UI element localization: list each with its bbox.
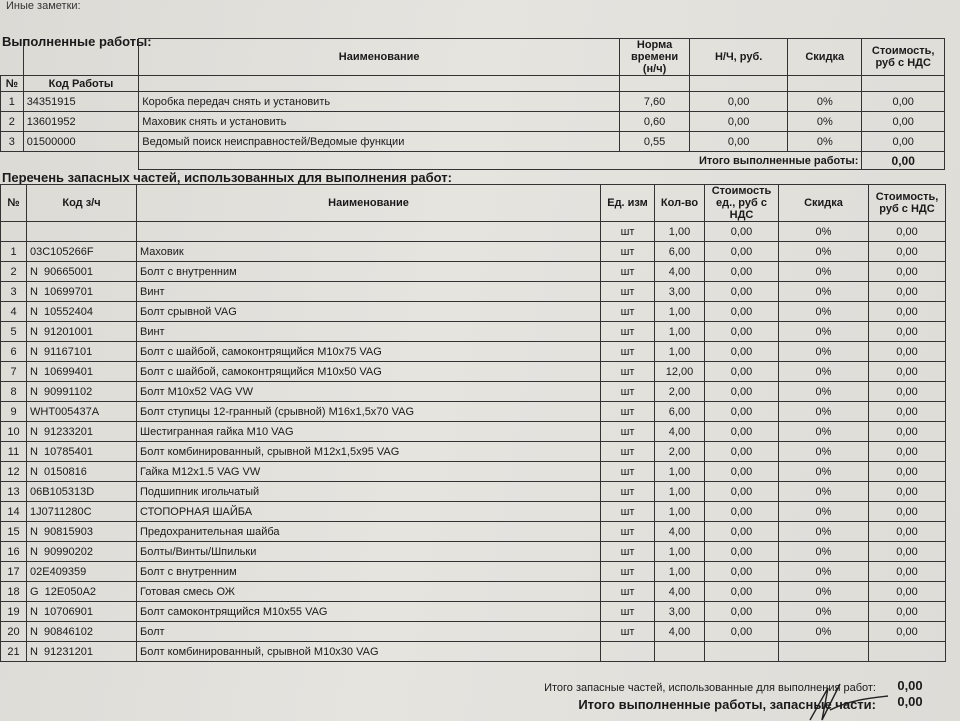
works-row-code: 34351915: [23, 92, 139, 112]
parts-row: [1, 422, 946, 442]
works-row: [1, 132, 945, 152]
parts-row-cost: 0,00: [869, 422, 946, 442]
parts-row-num: 18: [1, 582, 27, 602]
parts-row-discount: 0%: [779, 382, 869, 402]
parts-row-unit-cost: 0,00: [705, 562, 779, 582]
parts-row-qty: 2,00: [655, 442, 705, 462]
works-row-num: 2: [1, 112, 24, 132]
parts-row-unit-cost: 0,00: [705, 382, 779, 402]
works-row-rate: 0,00: [690, 112, 788, 132]
works-total-spacer: [23, 152, 139, 170]
works-header-filler: [862, 76, 945, 92]
parts-row-discount: 0%: [779, 222, 869, 242]
parts-row: [1, 622, 946, 642]
works-row-norm: 0,60: [620, 112, 690, 132]
parts-row-name: Болты/Винты/Шпильки: [137, 542, 601, 562]
parts-row: [1, 262, 946, 282]
parts-row-num: 6: [1, 342, 27, 362]
parts-row-unit-cost: 0,00: [705, 402, 779, 422]
parts-row-name: Болт с внутренним: [137, 262, 601, 282]
parts-row-code: 06B105313D: [27, 482, 137, 502]
parts-row-name: [137, 222, 601, 242]
parts-row-name: Подшипник игольчатый: [137, 482, 601, 502]
parts-row-qty: 12,00: [655, 362, 705, 382]
parts-row-unit-cost: 0,00: [705, 302, 779, 322]
works-row-code: 01500000: [23, 132, 139, 152]
parts-row-name: Винт: [137, 282, 601, 302]
parts-row-num: 16: [1, 542, 27, 562]
parts-row-cost: 0,00: [869, 602, 946, 622]
parts-row-cost: 0,00: [869, 502, 946, 522]
parts-row-qty: 4,00: [655, 422, 705, 442]
parts-row-num: 20: [1, 622, 27, 642]
parts-title: Перечень запасных частей, использованных для выполнения работ:: [2, 170, 452, 185]
parts-row-num: 5: [1, 322, 27, 342]
parts-row-qty: [655, 642, 705, 662]
parts-row-unit-cost: 0,00: [705, 462, 779, 482]
parts-row-unit-cost: 0,00: [705, 362, 779, 382]
parts-row-num: 17: [1, 562, 27, 582]
parts-row-unit: шт: [601, 322, 655, 342]
works-total-spacer: [1, 152, 24, 170]
parts-row-cost: 0,00: [869, 242, 946, 262]
parts-row-discount: 0%: [779, 522, 869, 542]
parts-row-unit: шт: [601, 382, 655, 402]
works-row-code: 13601952: [23, 112, 139, 132]
parts-row-name: Шестигранная гайка M10 VAG: [137, 422, 601, 442]
parts-row-name: Гайка M12x1.5 VAG VW: [137, 462, 601, 482]
grand-total-label: Итого выполненные работы, запасные части:: [578, 697, 876, 712]
parts-row-code: 02E409359: [27, 562, 137, 582]
parts-row-discount: 0%: [779, 462, 869, 482]
parts-row-unit: шт: [601, 482, 655, 502]
parts-row-code: 1J0711280C: [27, 502, 137, 522]
parts-row-discount: 0%: [779, 242, 869, 262]
parts-row-cost: 0,00: [869, 622, 946, 642]
works-header-norm: Норма времени (н/ч): [620, 39, 690, 76]
parts-row-num: 2: [1, 262, 27, 282]
parts-row-num: 21: [1, 642, 27, 662]
notes-label: Иные заметки:: [6, 0, 81, 12]
parts-header-code: Код з/ч: [27, 185, 137, 222]
parts-row-unit: шт: [601, 402, 655, 422]
parts-row: [1, 302, 946, 322]
parts-row-code: N 90815903: [27, 522, 137, 542]
parts-row-qty: 2,00: [655, 382, 705, 402]
parts-row: [1, 342, 946, 362]
parts-row-qty: 6,00: [655, 242, 705, 262]
parts-row-unit-cost: 0,00: [705, 502, 779, 522]
parts-row-cost: 0,00: [869, 282, 946, 302]
parts-row-name: Болт срывной VAG: [137, 302, 601, 322]
parts-row-num: 10: [1, 422, 27, 442]
works-header-filler: [690, 76, 788, 92]
parts-row-name: Болт: [137, 622, 601, 642]
parts-row-discount: 0%: [779, 582, 869, 602]
parts-row: [1, 482, 946, 502]
parts-row-code: N 10785401: [27, 442, 137, 462]
parts-row-name: Болт самоконтрящийся M10x55 VAG: [137, 602, 601, 622]
parts-row-discount: 0%: [779, 362, 869, 382]
parts-row: [1, 362, 946, 382]
parts-row-qty: 4,00: [655, 622, 705, 642]
parts-row-code: N 90846102: [27, 622, 137, 642]
parts-row-code: N 10699401: [27, 362, 137, 382]
parts-header-name: Наименование: [137, 185, 601, 222]
parts-row-code: [27, 222, 137, 242]
parts-row-code: N 91233201: [27, 422, 137, 442]
parts-row-discount: 0%: [779, 442, 869, 462]
parts-row-qty: 4,00: [655, 262, 705, 282]
parts-row-cost: 0,00: [869, 342, 946, 362]
parts-row-qty: 3,00: [655, 602, 705, 622]
parts-row-unit: шт: [601, 602, 655, 622]
parts-row-unit-cost: 0,00: [705, 582, 779, 602]
parts-row-num: 15: [1, 522, 27, 542]
parts-row-qty: 1,00: [655, 342, 705, 362]
works-header-filler: [620, 76, 690, 92]
parts-row-discount: 0%: [779, 542, 869, 562]
works-row: [1, 112, 945, 132]
works-title: Выполненные работы:: [2, 34, 152, 49]
parts-row-unit: шт: [601, 522, 655, 542]
parts-row-qty: 6,00: [655, 402, 705, 422]
parts-row-unit: шт: [601, 542, 655, 562]
parts-row-code: N 90665001: [27, 262, 137, 282]
parts-row-unit: шт: [601, 242, 655, 262]
parts-row-num: 3: [1, 282, 27, 302]
parts-header-cost: Стоимость, руб с НДС: [869, 185, 946, 222]
parts-row-cost: [869, 642, 946, 662]
parts-row-discount: 0%: [779, 502, 869, 522]
parts-row-cost: 0,00: [869, 222, 946, 242]
parts-row-code: N 91167101: [27, 342, 137, 362]
parts-row-name: Болт M10x52 VAG VW: [137, 382, 601, 402]
parts-row-code: N 90991102: [27, 382, 137, 402]
works-header-code: Код Работы: [23, 76, 139, 92]
works-total-label: Итого выполненные работы:: [139, 152, 862, 170]
works-header-rate: Н/Ч, руб.: [690, 39, 788, 76]
parts-row-unit-cost: 0,00: [705, 222, 779, 242]
parts-row-code: N 0150816: [27, 462, 137, 482]
works-total-value: 0,00: [862, 152, 945, 170]
parts-row: [1, 462, 946, 482]
parts-header-unit-cost: Стоимость ед., руб с НДС: [705, 185, 779, 222]
parts-row-unit-cost: 0,00: [705, 342, 779, 362]
parts-row-num: 11: [1, 442, 27, 462]
works-row: [1, 92, 945, 112]
parts-row-unit: шт: [601, 502, 655, 522]
parts-row-discount: 0%: [779, 562, 869, 582]
parts-row-cost: 0,00: [869, 482, 946, 502]
parts-row-qty: 1,00: [655, 302, 705, 322]
parts-row-discount: 0%: [779, 622, 869, 642]
parts-row-qty: 1,00: [655, 542, 705, 562]
parts-row-unit-cost: 0,00: [705, 262, 779, 282]
parts-row-unit: шт: [601, 422, 655, 442]
works-row-discount: 0%: [788, 92, 862, 112]
parts-row-num: 1: [1, 242, 27, 262]
parts-row: [1, 242, 946, 262]
parts-row-code: N 91201001: [27, 322, 137, 342]
parts-row-discount: 0%: [779, 302, 869, 322]
parts-row-code: N 91231201: [27, 642, 137, 662]
parts-row-unit-cost: 0,00: [705, 442, 779, 462]
parts-row: [1, 542, 946, 562]
parts-row-unit: [601, 642, 655, 662]
parts-row: [1, 322, 946, 342]
parts-row-code: WHT005437A: [27, 402, 137, 422]
parts-row-name: Болт с шайбой, самоконтрящийся M10x75 VAG: [137, 342, 601, 362]
parts-row-discount: 0%: [779, 422, 869, 442]
parts-row-code: N 10552404: [27, 302, 137, 322]
parts-row-discount: 0%: [779, 322, 869, 342]
parts-row: [1, 502, 946, 522]
parts-row-unit-cost: 0,00: [705, 242, 779, 262]
works-row-norm: 0,55: [620, 132, 690, 152]
works-row-rate: 0,00: [690, 132, 788, 152]
parts-row-name: Болт ступицы 12-гранный (срывной) M16x1,5x70 VAG: [137, 402, 601, 422]
parts-row-name: Маховик: [137, 242, 601, 262]
parts-row: [1, 282, 946, 302]
parts-row-name: Готовая смесь ОЖ: [137, 582, 601, 602]
parts-row-unit: шт: [601, 362, 655, 382]
parts-row-unit-cost: 0,00: [705, 282, 779, 302]
parts-row-unit: шт: [601, 342, 655, 362]
parts-row-cost: 0,00: [869, 302, 946, 322]
works-header-filler: [139, 76, 620, 92]
parts-row-discount: 0%: [779, 602, 869, 622]
parts-row: [1, 642, 946, 662]
parts-row-cost: 0,00: [869, 262, 946, 282]
parts-row-name: Болт с шайбой, самоконтрящийся M10x50 VAG: [137, 362, 601, 382]
works-row-cost: 0,00: [862, 132, 945, 152]
parts-row-discount: [779, 642, 869, 662]
parts-row-cost: 0,00: [869, 582, 946, 602]
works-row-discount: 0%: [788, 112, 862, 132]
parts-row-unit: шт: [601, 622, 655, 642]
parts-row: [1, 402, 946, 422]
parts-row-name: Болт комбинированный, срывной M12x1,5x95 VAG: [137, 442, 601, 462]
parts-row-qty: 1,00: [655, 482, 705, 502]
parts-header-discount: Скидка: [779, 185, 869, 222]
parts-row-qty: 1,00: [655, 322, 705, 342]
parts-row: [1, 222, 946, 242]
parts-row-cost: 0,00: [869, 382, 946, 402]
parts-row: [1, 522, 946, 542]
parts-row-code: N 10706901: [27, 602, 137, 622]
parts-row-code: N 10699701: [27, 282, 137, 302]
works-header-filler: [788, 76, 862, 92]
works-header-name: Наименование: [139, 39, 620, 76]
parts-row-qty: 1,00: [655, 222, 705, 242]
parts-row-unit-cost: 0,00: [705, 482, 779, 502]
parts-table: [0, 184, 946, 662]
works-row-num: 3: [1, 132, 24, 152]
parts-row-code: N 90990202: [27, 542, 137, 562]
parts-row-num: 19: [1, 602, 27, 622]
parts-row-unit: шт: [601, 462, 655, 482]
parts-row-name: СТОПОРНАЯ ШАЙБА: [137, 502, 601, 522]
parts-row-num: 8: [1, 382, 27, 402]
parts-row-qty: 1,00: [655, 562, 705, 582]
parts-row-cost: 0,00: [869, 402, 946, 422]
parts-row-unit-cost: 0,00: [705, 602, 779, 622]
parts-row-qty: 1,00: [655, 462, 705, 482]
works-row-name: Маховик снять и установить: [139, 112, 620, 132]
parts-row-unit: шт: [601, 442, 655, 462]
parts-row-name: Болт с внутренним: [137, 562, 601, 582]
parts-row-unit: шт: [601, 282, 655, 302]
parts-row-qty: 1,00: [655, 502, 705, 522]
parts-row-discount: 0%: [779, 262, 869, 282]
parts-header-qty: Кол-во: [655, 185, 705, 222]
works-row-name: Ведомый поиск неисправностей/Ведомые функции: [139, 132, 620, 152]
parts-row-name: Винт: [137, 322, 601, 342]
parts-row-name: Предохранительная шайба: [137, 522, 601, 542]
parts-row-unit-cost: [705, 642, 779, 662]
parts-row: [1, 382, 946, 402]
parts-total-label: Итого запасные частей, использованные для выполнения работ:: [544, 682, 876, 694]
parts-row-discount: 0%: [779, 342, 869, 362]
parts-row-unit-cost: 0,00: [705, 542, 779, 562]
works-row-num: 1: [1, 92, 24, 112]
parts-row-unit-cost: 0,00: [705, 422, 779, 442]
parts-row-cost: 0,00: [869, 522, 946, 542]
parts-row-discount: 0%: [779, 402, 869, 422]
parts-row-cost: 0,00: [869, 562, 946, 582]
parts-row-unit: шт: [601, 582, 655, 602]
parts-row: [1, 442, 946, 462]
works-header-num: №: [1, 76, 24, 92]
parts-total-value: 0,00: [897, 678, 923, 693]
parts-row-num: 4: [1, 302, 27, 322]
parts-row-num: 13: [1, 482, 27, 502]
parts-header-num: №: [1, 185, 27, 222]
works-row-cost: 0,00: [862, 92, 945, 112]
parts-row-unit-cost: 0,00: [705, 522, 779, 542]
works-row-discount: 0%: [788, 132, 862, 152]
parts-row-unit: шт: [601, 222, 655, 242]
parts-row-num: [1, 222, 27, 242]
parts-row-unit-cost: 0,00: [705, 622, 779, 642]
parts-row-discount: 0%: [779, 482, 869, 502]
parts-row-unit: шт: [601, 562, 655, 582]
parts-row-code: G 12E050A2: [27, 582, 137, 602]
works-row-rate: 0,00: [690, 92, 788, 112]
parts-row-unit: шт: [601, 302, 655, 322]
parts-row: [1, 602, 946, 622]
parts-row-num: 14: [1, 502, 27, 522]
parts-row-discount: 0%: [779, 282, 869, 302]
parts-row-cost: 0,00: [869, 442, 946, 462]
parts-row-qty: 4,00: [655, 582, 705, 602]
parts-row-num: 7: [1, 362, 27, 382]
parts-header-unit: Ед. изм: [601, 185, 655, 222]
parts-row: [1, 562, 946, 582]
parts-row-code: 03C105266F: [27, 242, 137, 262]
works-header-cost: Стоимость, руб с НДС: [862, 39, 945, 76]
parts-row: [1, 582, 946, 602]
grand-total-value: 0,00: [897, 694, 923, 709]
parts-row-unit: шт: [601, 262, 655, 282]
parts-row-cost: 0,00: [869, 362, 946, 382]
parts-row-qty: 4,00: [655, 522, 705, 542]
parts-row-num: 9: [1, 402, 27, 422]
works-row-name: Коробка передач снять и установить: [139, 92, 620, 112]
works-header-discount: Скидка: [788, 39, 862, 76]
works-table: [0, 38, 945, 170]
parts-row-num: 12: [1, 462, 27, 482]
parts-row-name: Болт комбинированный, срывной M10x30 VAG: [137, 642, 601, 662]
parts-row-qty: 3,00: [655, 282, 705, 302]
parts-row-cost: 0,00: [869, 462, 946, 482]
works-row-cost: 0,00: [862, 112, 945, 132]
parts-row-cost: 0,00: [869, 542, 946, 562]
parts-row-cost: 0,00: [869, 322, 946, 342]
works-row-norm: 7,60: [620, 92, 690, 112]
parts-row-unit-cost: 0,00: [705, 322, 779, 342]
